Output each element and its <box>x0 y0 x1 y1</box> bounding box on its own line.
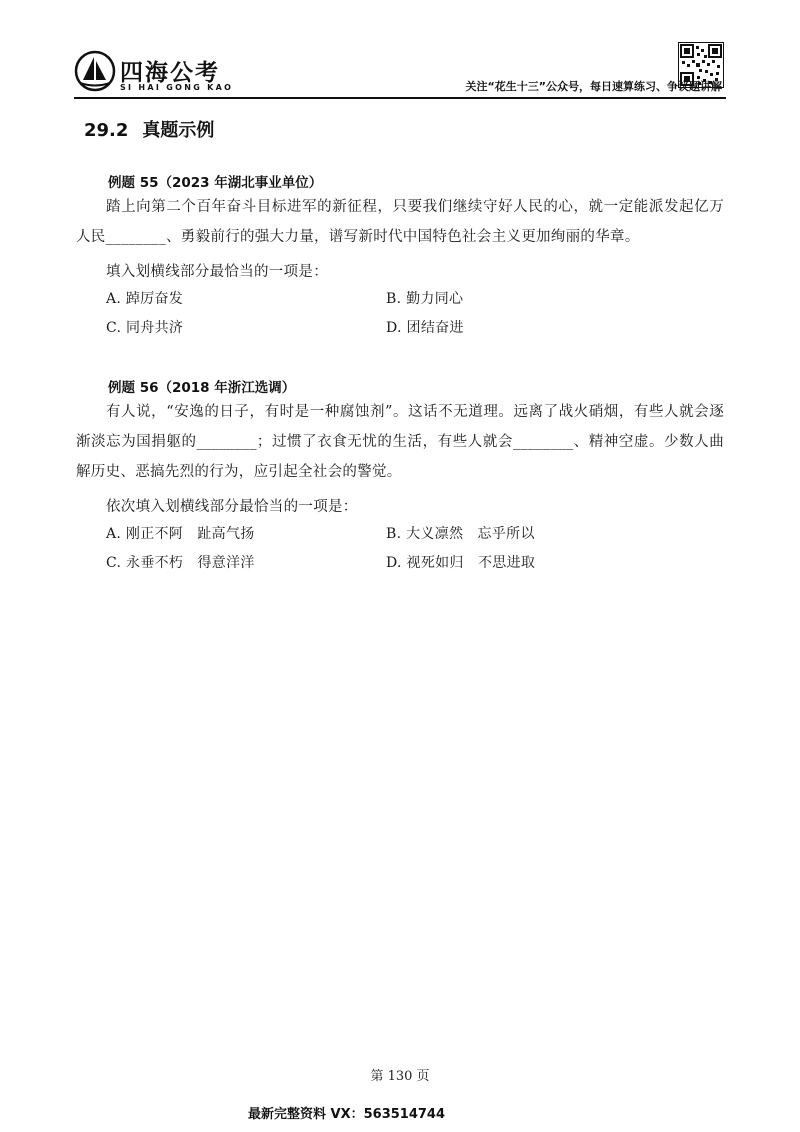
option-d: D. 视死如归 不思进取 <box>386 555 536 571</box>
section-number: 29.2 <box>84 120 129 141</box>
footer-note: 最新完整资料 VX：563514744 <box>248 1107 446 1122</box>
option-c: C. 永垂不朽 得意洋洋 <box>106 555 255 571</box>
question-prompt: 填入划横线部分最恰当的一项是： <box>106 264 328 280</box>
option-b: B. 大义凛然 忘乎所以 <box>386 526 535 542</box>
question-stem: 有人说，“安逸的日子，有时是一种腐蚀剂”。这话不无道理。远离了战火硝烟，有些人就会逐渐淡忘为国捐躯的________；过惯了衣食无忧的生活，有些人就会________、精神空虚。少数人曲解历史、恶搞先烈的行为，应引起全社会的警觉。 <box>76 404 724 480</box>
brand-subtitle: SI HAI GONG KAO <box>120 83 234 92</box>
brand-logo <box>74 50 234 96</box>
page-header <box>0 0 800 110</box>
option-c: C. 同舟共济 <box>106 320 184 336</box>
option-a: A. 刚正不阿 趾高气扬 <box>106 526 255 542</box>
follow-notice: 关注“花生十三”公众号，每日速算练习、争议题讲解 <box>465 80 722 93</box>
question-stem: 踏上向第二个百年奋斗目标进军的新征程，只要我们继续守好人民的心，就一定能派发起亿万人民________、勇毅前行的强大力量，谱写新时代中国特色社会主义更加绚丽的华章。 <box>76 199 724 245</box>
option-a: A. 踔厉奋发 <box>106 291 184 307</box>
section-title: 真题示例 <box>142 120 215 141</box>
sailboat-logo-icon <box>74 50 116 92</box>
section-heading <box>84 116 214 142</box>
page-number: 第 130 页 <box>370 1069 430 1084</box>
brand-name: 四海公考 <box>120 60 220 86</box>
option-b: B. 勤力同心 <box>386 291 464 307</box>
question-title: 例题 55（2023 年湖北事业单位） <box>108 175 323 191</box>
question-title: 例题 56（2018 年浙江选调） <box>108 380 296 396</box>
header-divider <box>74 97 726 99</box>
option-d: D. 团结奋进 <box>386 320 464 336</box>
question-prompt: 依次填入划横线部分最恰当的一项是： <box>106 499 358 515</box>
